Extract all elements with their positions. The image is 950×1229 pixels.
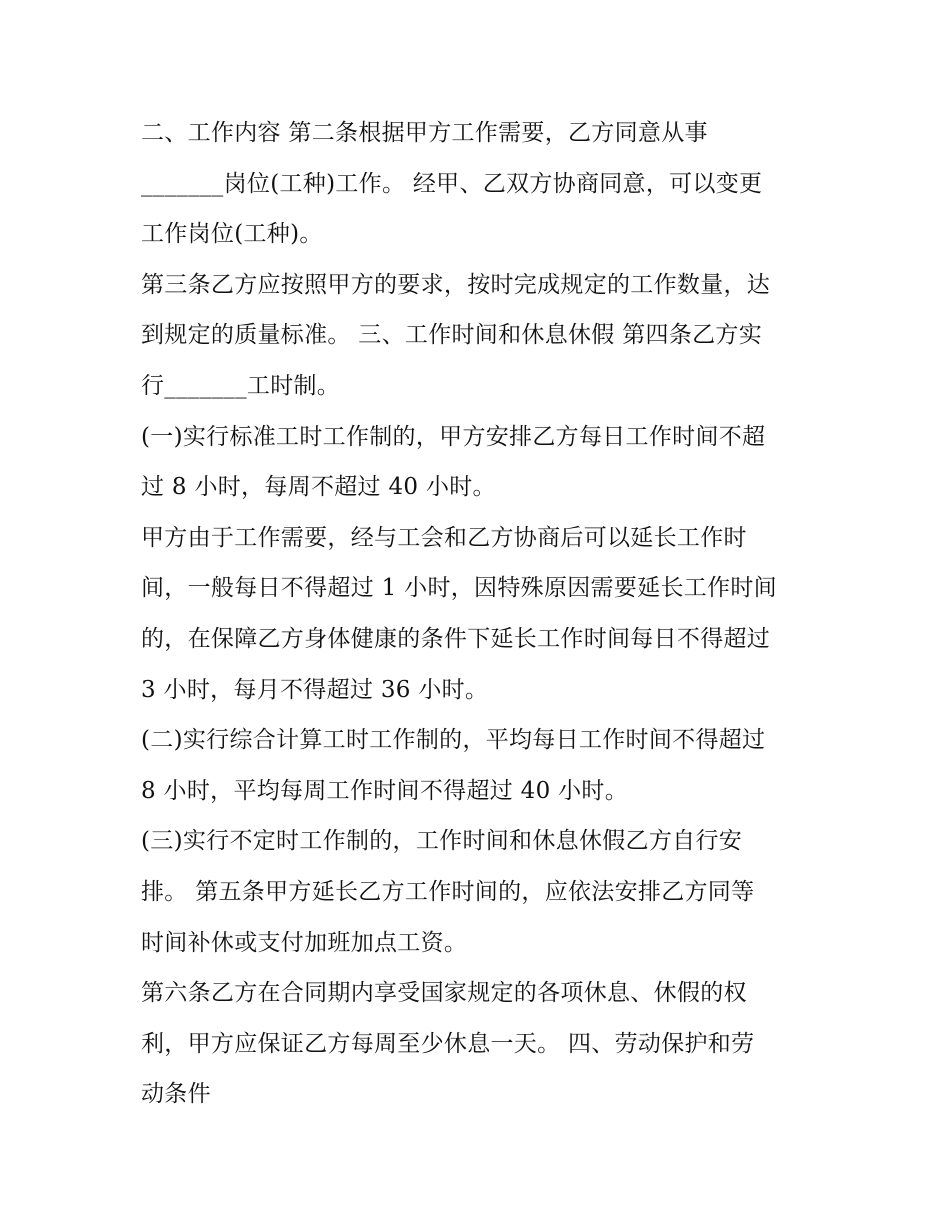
text-line: 排。 第五条甲方延长乙方工作时间的，应依法安排乙方同等	[141, 878, 755, 905]
text-line: (三)实行不定时工作制的，工作时间和休息休假乙方自行安	[141, 828, 743, 855]
text-line: (二)实行综合计算工时工作制的，平均每日工作时间不得超过	[141, 727, 766, 754]
text-line: 工作岗位(工种)。	[141, 221, 323, 248]
document-body	[141, 108, 821, 1120]
paragraph-work-content	[141, 108, 821, 260]
text-line: 8 小时，平均每周工作时间不得超过 40 小时。	[141, 777, 629, 804]
paragraph-standard-hours	[141, 412, 821, 513]
text-line: 行_______工时制。	[141, 372, 341, 399]
text-line: 动条件	[141, 1081, 211, 1108]
paragraph-article-3	[141, 260, 821, 412]
text-line: 利，甲方应保证乙方每周至少休息一天。 四、劳动保护和劳	[141, 1030, 755, 1057]
text-line: 3 小时，每月不得超过 36 小时。	[141, 676, 489, 703]
text-line: 间，一般每日不得超过 1 小时，因特殊原因需要延长工作时间	[141, 575, 777, 602]
paragraph-overtime	[141, 513, 821, 715]
text-line: 过 8 小时，每周不超过 40 小时。	[141, 474, 496, 501]
text-line: 甲方由于工作需要，经与工会和乙方协商后可以延长工作时	[141, 524, 747, 551]
text-line: 到规定的质量标准。 三、工作时间和休息休假 第四条乙方实	[141, 322, 763, 349]
text-line: 第三条乙方应按照甲方的要求，按时完成规定的工作数量，达	[141, 271, 771, 298]
paragraph-flexible-hours	[141, 816, 821, 968]
paragraph-comprehensive-hours	[141, 715, 821, 816]
text-line: 时间补休或支付加班加点工资。	[141, 929, 468, 956]
text-line: 二、工作内容 第二条根据甲方工作需要，乙方同意从事	[141, 120, 708, 146]
text-line: 的，在保障乙方身体健康的条件下延长工作时间每日不得超过	[141, 625, 771, 652]
text-line: _______岗位(工种)工作。 经甲、乙双方协商同意，可以变更	[141, 170, 763, 197]
text-line: 第六条乙方在合同期内享受国家规定的各项休息、休假的权	[141, 980, 747, 1007]
paragraph-article-6	[141, 968, 821, 1120]
text-line: (一)实行标准工时工作制的，甲方安排乙方每日工作时间不超	[141, 423, 766, 450]
